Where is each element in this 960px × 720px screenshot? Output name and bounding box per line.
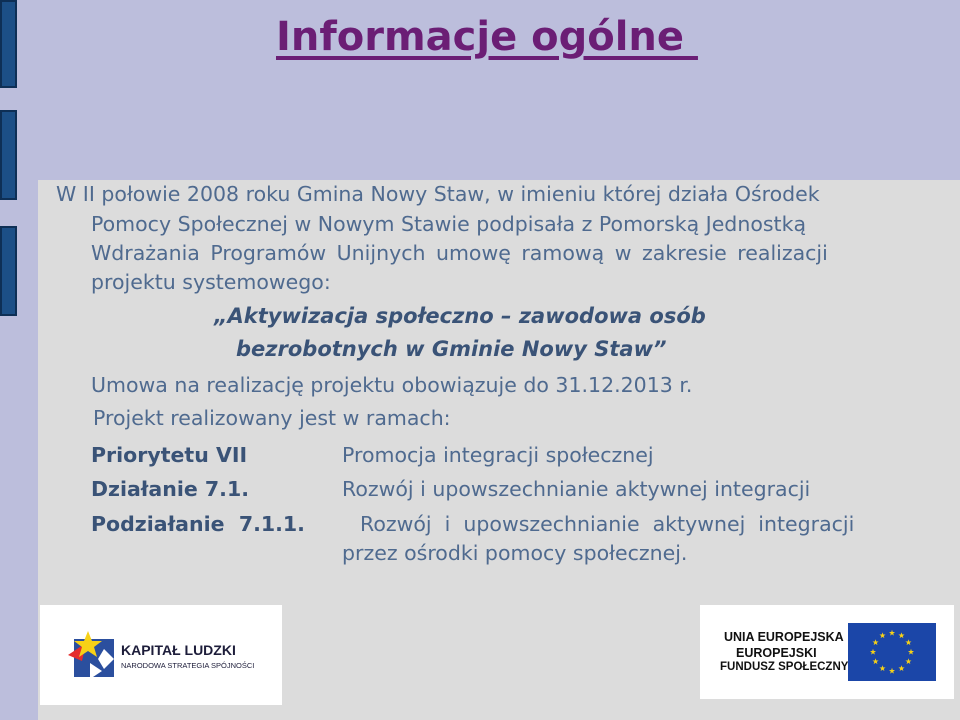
page-title: Informacje ogólne — [276, 14, 698, 60]
project-title-line-1: „Aktywizacja społeczno – zawodowa osób — [214, 304, 706, 328]
kapital-ludzki-emblem-icon — [68, 627, 126, 685]
kapital-ludzki-logo — [40, 605, 282, 705]
contract-text: Umowa na realizację projektu obowiązuje do 31.12.2013 r. — [91, 373, 693, 397]
priority-value: Promocja integracji społecznej — [342, 443, 654, 467]
side-bar-top — [0, 0, 17, 88]
side-bar-bottom — [0, 226, 17, 316]
kapital-ludzki-subtitle: NARODOWA STRATEGIA SPÓJNOŚCI — [121, 661, 255, 670]
side-bar-middle — [0, 110, 17, 200]
framework-text: Projekt realizowany jest w ramach: — [93, 406, 451, 430]
eu-line-2: EUROPEJSKI — [736, 646, 817, 660]
kapital-ludzki-name: KAPITAŁ LUDZKI — [121, 642, 236, 658]
priority-label: Priorytetu VII — [91, 443, 248, 467]
submeasure-value-line-2: przez ośrodki pomocy społecznej. — [342, 541, 688, 565]
eu-line-3: FUNDUSZ SPOŁECZNY — [720, 661, 849, 673]
measure-value: Rozwój i upowszechnianie aktywnej integracji — [342, 477, 811, 501]
intro-line-2: Pomocy Społecznej w Nowym Stawie podpisała z Pomorską Jednostką — [91, 212, 807, 236]
eu-flag-icon — [848, 623, 936, 681]
measure-label: Działanie 7.1. — [91, 477, 250, 501]
eu-line-1: UNIA EUROPEJSKA — [724, 630, 844, 644]
intro-line-1: W II połowie 2008 roku Gmina Nowy Staw, w imieniu której działa Ośrodek — [56, 182, 820, 206]
submeasure-label: Podziałanie 7.1.1. — [91, 512, 305, 536]
intro-line-3: Wdrażania Programów Unijnych umowę ramową w zakresie realizacji — [91, 241, 828, 265]
project-title-line-2: bezrobotnych w Gminie Nowy Staw” — [236, 337, 667, 361]
eu-efs-logo — [700, 605, 954, 699]
submeasure-value-line-1: Rozwój i upowszechnianie aktywnej integracji — [360, 512, 855, 536]
intro-line-4: projektu systemowego: — [91, 270, 331, 294]
